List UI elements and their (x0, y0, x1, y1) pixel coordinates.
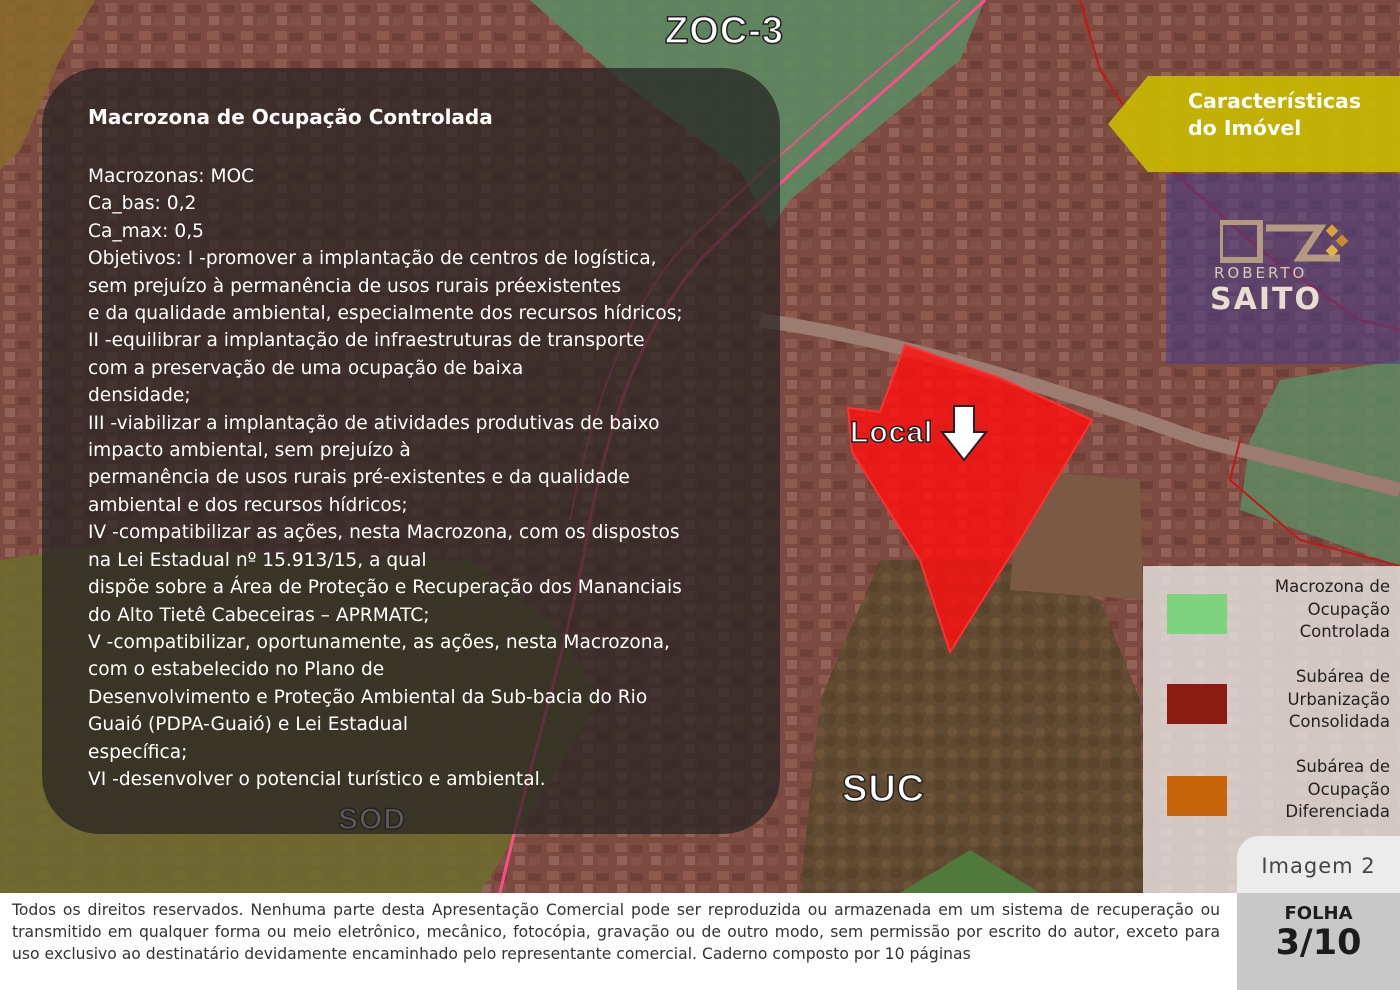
info-panel-line: Ca_bas: 0,2 (88, 193, 197, 215)
info-panel-line: VI -desenvolver o potencial turístico e ambiental. (88, 768, 546, 790)
info-panel-line: II -equilibrar a implantação de infraestruturas de transporte (88, 330, 645, 352)
suc-label: SUC (842, 768, 926, 810)
legend-item-moc (1143, 576, 1400, 646)
legend-swatch (1167, 776, 1227, 816)
arrow-down-icon (940, 404, 988, 462)
legend-item-sod (1143, 756, 1400, 826)
page-indicator (1237, 893, 1400, 990)
legend-swatch (1167, 594, 1227, 634)
info-panel-line: Guaió (PDPA-Guaió) e Lei Estadual (88, 714, 409, 736)
info-panel-body (88, 163, 734, 793)
logo-mark-icon (1220, 220, 1350, 264)
legend-item-suc (1143, 666, 1400, 736)
info-panel-line: impacto ambiental, sem prejuízo à (88, 440, 411, 462)
info-panel-line: dispõe sobre a Área de Proteção e Recuperação dos Mananciais (88, 577, 682, 599)
info-panel-line: com o estabelecido no Plano de (88, 659, 385, 681)
legend-label: Macrozona de Ocupação Controlada (1274, 577, 1390, 641)
info-panel-line: Macrozonas: MOC (88, 166, 255, 187)
page-indicator-label: FOLHA (1284, 903, 1353, 924)
info-panel-title: Macrozona de Ocupação Controlada (88, 105, 493, 129)
footer (0, 893, 1400, 990)
logo-saito-text: SAITO (1210, 282, 1322, 317)
info-panel-line: e da qualidade ambiental, especialmente dos recursos hídricos; (88, 303, 683, 325)
local-label: Local (850, 416, 934, 449)
info-panel-line: do Alto Tietê Cabeceiras – APRMATC; (88, 604, 430, 626)
logo (1166, 174, 1400, 364)
header-tag-text (1188, 88, 1361, 142)
info-panel-line: ambiental e dos recursos hídricos; (88, 494, 408, 516)
info-panel-line: Ca_max: 0,5 (88, 220, 204, 242)
info-panel-line: sem prejuízo à permanência de usos rurais préexistentes (88, 275, 622, 297)
info-panel-line: Objetivos: I -promover a implantação de centros de logística, (88, 248, 657, 270)
legend-label: Subárea de Ocupação Diferenciada (1285, 757, 1390, 821)
legend-label: Subárea de Urbanização Consolidada (1287, 667, 1390, 731)
header-tag (1108, 76, 1400, 172)
legend-swatch (1167, 684, 1227, 724)
copyright-notice: Todos os direitos reservados. Nenhuma parte desta Apresentação Comercial pode ser reproduzida ou armazenada em um sistema de recuperação ou transmitido em qualquer forma ou meio eletrônico, mecânico, fotocópia, gravação ou de outro modo, sem permissão por escrito do autor, exceto para uso exclusivo ao destinatário devidamente encaminhado pelo representante comercial. Caderno composto por 10 páginas (12, 901, 1220, 963)
info-panel-line: com a preservação de uma ocupação de baixa (88, 357, 524, 379)
image-number-tab: Imagem 2 (1237, 836, 1400, 893)
page-indicator-number: 3/10 (1275, 923, 1362, 963)
info-panel-line: Desenvolvimento e Proteção Ambiental da Sub-bacia do Rio (88, 686, 648, 708)
info-panel (42, 68, 780, 834)
info-panel-line: III -viabilizar a implantação de atividades produtivas de baixo (88, 412, 660, 434)
info-panel-line: permanência de usos rurais pré-existentes e da qualidade (88, 467, 630, 489)
info-panel-line: V -compatibilizar, oportunamente, as ações, nesta Macrozona, (88, 631, 670, 653)
header-tag-line1: Características (1188, 89, 1362, 113)
info-panel-line: IV -compatibilizar as ações, nesta Macrozona, com os dispostos (88, 522, 680, 544)
logo-roberto-text: ROBERTO (1214, 264, 1308, 282)
info-panel-line: específica; (88, 741, 188, 763)
header-tag-line2: do Imóvel (1188, 116, 1302, 140)
zoc3-label: ZOC-3 (665, 10, 784, 52)
info-panel-line: densidade; (88, 385, 191, 407)
info-panel-line: na Lei Estadual nº 15.913/15, a qual (88, 549, 427, 571)
